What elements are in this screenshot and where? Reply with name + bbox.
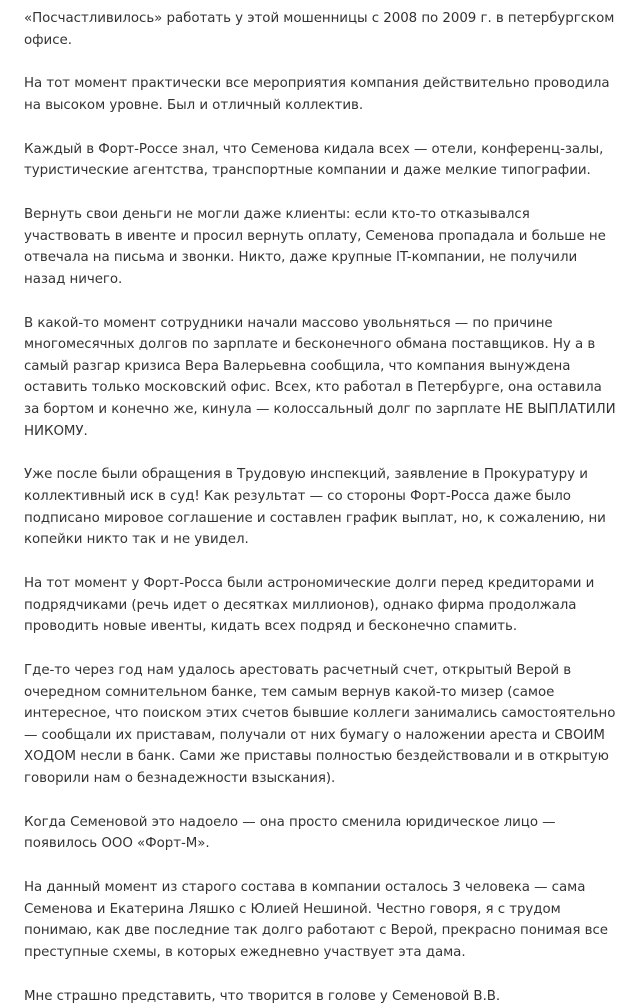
paragraph-11: Мне страшно представить, что творится в голове у Семеновой В.В.: [24, 988, 501, 1004]
paragraph-3: Каждый в Форт-Россе знал, что Семенова кидала всех — отели, конференц-залы, туристические агентства, транспортные компании и даже мелкие типографии.: [24, 141, 604, 179]
paragraph-9: Когда Семеновой это надоело — она просто сменила юридическое лицо — появилось ООО «Форт-М».: [24, 814, 556, 852]
paragraph-8: Где-то через год нам удалось арестовать расчетный счет, открытый Верой в очередном сомнительном банке, тем самым вернув какой-то мизер (самое интересное, что поиском этих счетов бывшие коллеги занимались самостоятельно — сообщали их приставам, получали от них бумагу о наложении ареста и СВОИМ ХОДОМ несли в банк. Сами же приставы полностью бездействовали и в открытую говорили нам о безнадежности взыскания).: [24, 662, 616, 786]
paragraph-2: На тот момент практически все мероприятия компания действительно проводила на высоком уровне. Был и отличный коллектив.: [24, 76, 610, 113]
paragraph-10: На данный момент из старого состава в компании осталось 3 человека — сама Семенова и Екатерина Ляшко с Юлией Нешиной. Честно говоря, я с трудом понимаю, как две последние так долго работают с Верой, прекрасно понимая все преступные схемы, в которых ежедневно участвует эта дама.: [24, 880, 608, 960]
paragraph-7: На тот момент у Форт-Росса были астрономические долги перед кредиторами и подрядчиками (речь идет о десятках миллионов), однако фирма продолжала проводить новые ивенты, кидать всех подряд и бесконечно спамить.: [24, 576, 595, 635]
paragraph-5: В какой-то момент сотрудники начали массово увольняться — по причине многомесячных долгов по зарплате и бесконечного обмана поставщиков. Ну а в самый разгар кризиса Вера Валерьевна сообщила, что компания вынуждена оставить только московский офис. Всех, кто работал в Петербурге, она оставила за бортом и конечно же, кинула — колоссальный долг по зарплате НЕ ВЫПЛАТИЛИ НИКОМУ.: [24, 315, 616, 439]
paragraph-1: «Посчастливилось» работать у этой мошенницы с 2008 по 2009 г. в петербургском офисе.: [24, 11, 615, 48]
paragraph-4: Вернуть свои деньги не могли даже клиенты: если кто-то отказывался участвовать в ивенте и просил вернуть оплату, Семенова пропадала и больше не отвечала на письма и звонки. Никто, даже крупные IT-компании, не получили назад ничего.: [24, 207, 606, 287]
paragraph-6: Уже после были обращения в Трудовую инспекций, заявление в Прокуратуру и коллективный иск в суд! Как результат — со стороны Форт-Росса даже было подписано мировое соглашение и составлен график выплат, но, к сожалению, ни копейки никто так и не увидел.: [24, 467, 606, 548]
